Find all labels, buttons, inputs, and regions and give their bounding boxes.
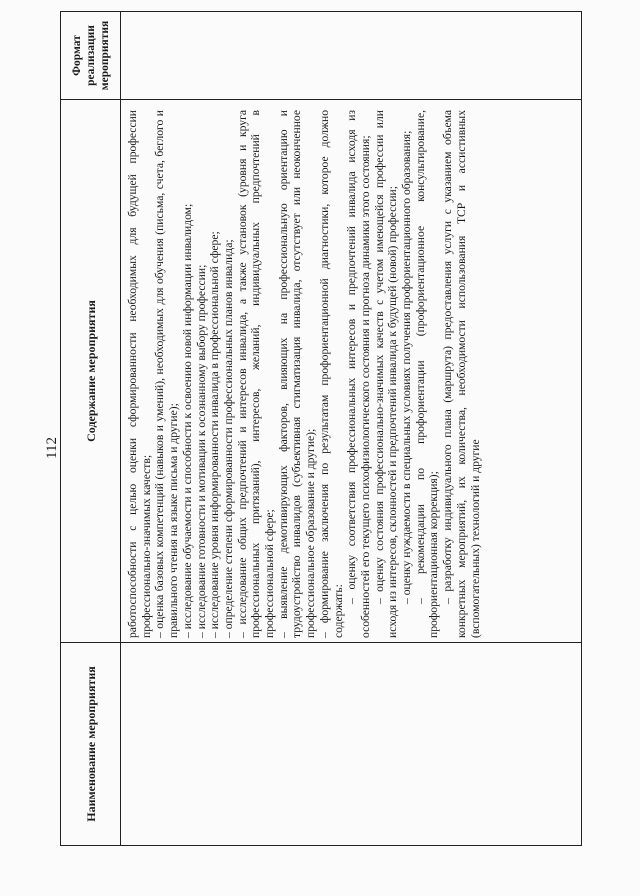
content-line: – выявление демотивирующих факторов, влияющих на профессиональную ориентацию и трудоустройство инвалидов (субъективная стигматизация инвалида, отсутствует или неоконченное профессиональное образование и другие); — [276, 110, 318, 638]
page-number: 112 — [44, 437, 60, 459]
header-content: Содержание мероприятия — [61, 99, 121, 642]
format-cell — [121, 12, 581, 99]
content-line: – исследование готовности и мотивации к осознанному выбору профессии; — [194, 264, 208, 638]
content-line: – рекомендации по профориентации (профориентационное консультирование, профориентационная коррекция); — [413, 110, 441, 638]
content-line: – оценку состояния профессионально-значимых качеств с учетом имеющейся профессии или исходя из интересов, склонностей и предпочтений инвалида к будущей (новой) профессии; — [372, 110, 400, 638]
header-format: Формат реализации мероприятия — [61, 12, 121, 99]
content-cell — [121, 99, 581, 642]
content-line: – исследование общих предпочтений и интересов инвалида, а также установок (уровня и круга профессиональных притязаний), интересов, желаний, индивидуальных предпочтений в профессиональной сфере; — [235, 110, 277, 638]
content-line: – исследование уровня информированности инвалида в профессиональной сфере; — [208, 231, 222, 638]
name-cell — [121, 642, 581, 845]
header-name: Наименование мероприятия — [61, 642, 121, 845]
content-line: – оценку нуждаемости в специальных условиях получения профориентационного образования; — [400, 130, 414, 604]
content-line: – исследование обучаемости и способности к освоению новой информации инвалидом; — [180, 203, 194, 638]
content-line: – формирование заключения по результатам профориентационной диагностики, которое должно содержать: — [317, 110, 345, 638]
content-line: – определение степени сформированности профессиональных планов инвалида; — [221, 239, 235, 638]
content-line: – разработку индивидуального плана (маршрута) предоставления услуги с указанием объема конкретных мероприятий, их количества, необходимости использования ТСР и ассистивных (вспомогательных) технологий и другие — [441, 110, 482, 638]
content-line: – оценка базовых компетенций (навыков и умений), необходимых для обучения (письма, счета, беглого и правильного чтения на языке письма и другие); — [153, 110, 181, 638]
activity-table — [60, 11, 582, 846]
content-line: работоспособности с целью оценки сформированности необходимых для будущей профессии профессионально-значимых качеств; — [126, 110, 153, 638]
content-line: – оценку соответствия профессиональных интересов и предпочтений инвалида исходя из особенностей его текущего психофизиологического состояния и прогноза динамики этого состояния; — [345, 110, 372, 638]
